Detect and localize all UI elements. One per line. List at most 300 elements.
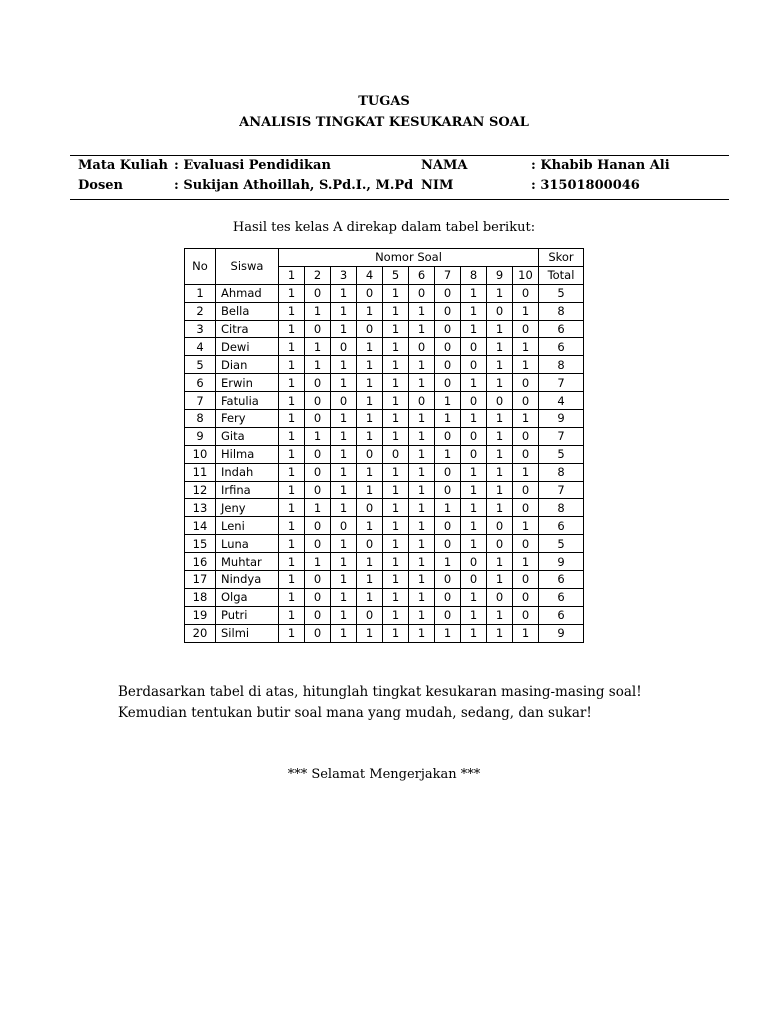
table-row	[185, 499, 584, 517]
total-score: 5	[539, 445, 584, 463]
row-number: 19	[185, 606, 216, 624]
table-row	[185, 356, 584, 374]
answer-cell: 1	[383, 302, 409, 320]
answer-cell: 1	[331, 445, 357, 463]
answer-cell: 1	[383, 606, 409, 624]
student-name: Muhtar	[216, 553, 279, 571]
answer-cell: 0	[513, 445, 539, 463]
nama-label: NAMA	[421, 158, 468, 173]
row-number: 8	[185, 410, 216, 428]
nama-value: : Khabib Hanan Ali	[531, 158, 670, 173]
header-total: Total	[539, 266, 584, 284]
answer-cell: 0	[487, 588, 513, 606]
answer-cell: 1	[461, 499, 487, 517]
row-number: 10	[185, 445, 216, 463]
row-number: 16	[185, 553, 216, 571]
table-row	[185, 410, 584, 428]
answer-cell: 1	[461, 463, 487, 481]
question-number-header: 9	[487, 266, 513, 284]
answer-cell: 1	[409, 499, 435, 517]
answer-cell: 1	[409, 320, 435, 338]
answer-cell: 1	[357, 302, 383, 320]
answer-cell: 0	[513, 499, 539, 517]
answer-cell: 0	[357, 499, 383, 517]
answer-cell: 1	[487, 624, 513, 642]
answer-cell: 1	[461, 624, 487, 642]
answer-cell: 1	[409, 445, 435, 463]
answer-cell: 1	[279, 463, 305, 481]
answer-cell: 1	[383, 374, 409, 392]
table-row	[185, 606, 584, 624]
answer-cell: 1	[331, 427, 357, 445]
answer-cell: 1	[487, 463, 513, 481]
answer-cell: 1	[357, 553, 383, 571]
question-number-header: 1	[279, 266, 305, 284]
table-row	[185, 320, 584, 338]
answer-cell: 1	[409, 356, 435, 374]
row-number: 11	[185, 463, 216, 481]
answer-cell: 1	[383, 338, 409, 356]
answer-cell: 0	[461, 356, 487, 374]
answer-cell: 1	[305, 427, 331, 445]
table-row	[185, 553, 584, 571]
table-row	[185, 284, 584, 302]
answer-cell: 1	[331, 588, 357, 606]
answer-cell: 1	[331, 410, 357, 428]
student-name: Fatulia	[216, 392, 279, 410]
answer-cell: 1	[409, 624, 435, 642]
answer-cell: 0	[305, 535, 331, 553]
answer-cell: 1	[513, 463, 539, 481]
answer-cell: 1	[409, 535, 435, 553]
answer-cell: 0	[461, 338, 487, 356]
answer-cell: 1	[305, 499, 331, 517]
answer-cell: 1	[461, 320, 487, 338]
answer-cell: 1	[357, 338, 383, 356]
answer-cell: 0	[461, 571, 487, 589]
total-score: 5	[539, 284, 584, 302]
answer-cell: 1	[487, 427, 513, 445]
total-score: 5	[539, 535, 584, 553]
answer-cell: 0	[487, 392, 513, 410]
answer-cell: 1	[305, 356, 331, 374]
answer-cell: 1	[305, 338, 331, 356]
answer-cell: 1	[357, 624, 383, 642]
answer-cell: 1	[279, 374, 305, 392]
answer-cell: 1	[461, 588, 487, 606]
question-number-header: 8	[461, 266, 487, 284]
table-header-row	[185, 249, 584, 267]
answer-cell: 1	[409, 517, 435, 535]
answer-cell: 1	[409, 606, 435, 624]
answer-cell: 1	[435, 499, 461, 517]
answer-cell: 1	[513, 302, 539, 320]
answer-cell: 1	[435, 445, 461, 463]
total-score: 9	[539, 553, 584, 571]
answer-cell: 1	[279, 606, 305, 624]
document-subtitle: ANALISIS TINGKAT KESUKARAN SOAL	[239, 115, 529, 130]
row-number: 13	[185, 499, 216, 517]
answer-cell: 1	[279, 284, 305, 302]
table-row	[185, 481, 584, 499]
answer-cell: 1	[461, 535, 487, 553]
instruction-paragraph: Berdasarkan tabel di atas, hitunglah tingkat kesukaran masing-masing soal! Kemudian tentukan butir soal mana yang mudah, sedang, dan sukar!	[118, 684, 642, 721]
answer-cell: 1	[513, 517, 539, 535]
row-number: 15	[185, 535, 216, 553]
answer-cell: 1	[383, 553, 409, 571]
row-number: 18	[185, 588, 216, 606]
answer-cell: 0	[305, 624, 331, 642]
total-score: 7	[539, 374, 584, 392]
answer-cell: 0	[409, 392, 435, 410]
answer-cell: 0	[357, 606, 383, 624]
answer-cell: 1	[331, 624, 357, 642]
answer-cell: 1	[409, 410, 435, 428]
student-name: Gita	[216, 427, 279, 445]
answer-cell: 1	[279, 445, 305, 463]
total-score: 8	[539, 499, 584, 517]
answer-cell: 1	[279, 392, 305, 410]
answer-cell: 0	[305, 410, 331, 428]
total-score: 9	[539, 410, 584, 428]
row-number: 5	[185, 356, 216, 374]
answer-cell: 1	[357, 392, 383, 410]
row-number: 12	[185, 481, 216, 499]
question-number-header: 6	[409, 266, 435, 284]
student-name: Irfina	[216, 481, 279, 499]
table-row	[185, 463, 584, 481]
answer-cell: 1	[409, 374, 435, 392]
row-number: 3	[185, 320, 216, 338]
row-number: 4	[185, 338, 216, 356]
answer-cell: 0	[435, 427, 461, 445]
answer-cell: 1	[383, 481, 409, 499]
table-row	[185, 535, 584, 553]
answer-cell: 0	[487, 302, 513, 320]
answer-cell: 0	[331, 338, 357, 356]
answer-cell: 1	[331, 606, 357, 624]
answer-cell: 1	[331, 481, 357, 499]
answer-cell: 1	[383, 392, 409, 410]
answer-cell: 1	[383, 463, 409, 481]
student-name: Indah	[216, 463, 279, 481]
question-number-header: 4	[357, 266, 383, 284]
student-name: Hilma	[216, 445, 279, 463]
answer-cell: 1	[279, 356, 305, 374]
answer-cell: 0	[409, 284, 435, 302]
answer-cell: 0	[435, 517, 461, 535]
total-score: 4	[539, 392, 584, 410]
total-score: 6	[539, 606, 584, 624]
answer-cell: 1	[487, 481, 513, 499]
answer-cell: 0	[435, 588, 461, 606]
student-name: Bella	[216, 302, 279, 320]
answer-cell: 1	[383, 517, 409, 535]
answer-cell: 1	[305, 553, 331, 571]
answer-cell: 1	[357, 588, 383, 606]
answer-cell: 0	[513, 571, 539, 589]
answer-cell: 1	[409, 553, 435, 571]
student-name: Jeny	[216, 499, 279, 517]
answer-cell: 1	[357, 517, 383, 535]
answer-cell: 1	[513, 338, 539, 356]
answer-cell: 0	[435, 571, 461, 589]
student-name: Leni	[216, 517, 279, 535]
answer-cell: 1	[461, 374, 487, 392]
answer-cell: 0	[461, 392, 487, 410]
answer-cell: 0	[305, 392, 331, 410]
answer-cell: 1	[461, 410, 487, 428]
info-top-rule	[70, 155, 729, 156]
answer-cell: 1	[279, 624, 305, 642]
answer-cell: 0	[331, 392, 357, 410]
answer-cell: 1	[487, 374, 513, 392]
answer-cell: 1	[279, 571, 305, 589]
answer-cell: 0	[305, 571, 331, 589]
answer-cell: 1	[513, 356, 539, 374]
answer-cell: 0	[331, 517, 357, 535]
answer-cell: 1	[487, 338, 513, 356]
table-row	[185, 392, 584, 410]
header-nomor-soal: Nomor Soal	[279, 249, 539, 267]
total-score: 6	[539, 320, 584, 338]
info-bottom-rule	[70, 199, 729, 200]
header-skor: Skor	[539, 249, 584, 267]
answer-cell: 0	[513, 374, 539, 392]
answer-cell: 1	[383, 427, 409, 445]
total-score: 8	[539, 302, 584, 320]
answer-cell: 1	[487, 571, 513, 589]
row-number: 1	[185, 284, 216, 302]
answer-cell: 0	[461, 427, 487, 445]
total-score: 9	[539, 624, 584, 642]
answer-cell: 0	[305, 284, 331, 302]
total-score: 6	[539, 571, 584, 589]
answer-cell: 1	[357, 356, 383, 374]
answer-cell: 0	[383, 445, 409, 463]
total-score: 8	[539, 356, 584, 374]
answer-cell: 0	[435, 284, 461, 302]
answer-cell: 0	[435, 535, 461, 553]
total-score: 7	[539, 481, 584, 499]
answer-cell: 0	[435, 606, 461, 624]
answer-cell: 1	[409, 571, 435, 589]
answer-cell: 0	[435, 338, 461, 356]
answer-cell: 1	[279, 553, 305, 571]
mata-kuliah-label: Mata Kuliah	[78, 158, 168, 173]
answer-cell: 1	[357, 571, 383, 589]
question-number-header: 3	[331, 266, 357, 284]
answer-cell: 0	[435, 356, 461, 374]
answer-cell: 0	[435, 302, 461, 320]
answer-cell: 1	[487, 606, 513, 624]
row-number: 7	[185, 392, 216, 410]
answer-cell: 0	[357, 284, 383, 302]
answer-cell: 1	[279, 535, 305, 553]
question-number-header: 5	[383, 266, 409, 284]
answer-cell: 1	[435, 392, 461, 410]
header-no: No	[185, 249, 216, 285]
answer-cell: 1	[487, 284, 513, 302]
nim-label: NIM	[421, 178, 454, 193]
answer-cell: 1	[279, 499, 305, 517]
student-name: Fery	[216, 410, 279, 428]
answer-cell: 1	[409, 427, 435, 445]
student-name: Putri	[216, 606, 279, 624]
header-siswa: Siswa	[216, 249, 279, 285]
answer-cell: 1	[357, 463, 383, 481]
answer-cell: 1	[357, 427, 383, 445]
answer-cell: 1	[409, 588, 435, 606]
table-row	[185, 427, 584, 445]
answer-cell: 1	[331, 499, 357, 517]
answer-cell: 0	[435, 374, 461, 392]
answer-cell: 1	[487, 499, 513, 517]
answer-cell: 1	[409, 463, 435, 481]
answer-cell: 0	[305, 374, 331, 392]
answer-cell: 0	[487, 517, 513, 535]
answer-cell: 1	[435, 553, 461, 571]
question-number-header: 7	[435, 266, 461, 284]
student-name: Dewi	[216, 338, 279, 356]
score-table	[184, 248, 584, 643]
answer-cell: 1	[435, 410, 461, 428]
answer-cell: 1	[383, 284, 409, 302]
student-name: Dian	[216, 356, 279, 374]
answer-cell: 1	[279, 302, 305, 320]
row-number: 6	[185, 374, 216, 392]
table-row	[185, 517, 584, 535]
answer-cell: 0	[305, 481, 331, 499]
answer-cell: 1	[279, 517, 305, 535]
table-row	[185, 588, 584, 606]
answer-cell: 0	[357, 535, 383, 553]
answer-cell: 0	[305, 445, 331, 463]
answer-cell: 1	[383, 356, 409, 374]
answer-cell: 0	[513, 606, 539, 624]
answer-cell: 1	[331, 553, 357, 571]
total-score: 6	[539, 338, 584, 356]
total-score: 6	[539, 588, 584, 606]
table-row	[185, 445, 584, 463]
table-intro: Hasil tes kelas A direkap dalam tabel berikut:	[232, 220, 536, 235]
total-score: 7	[539, 427, 584, 445]
table-row	[185, 302, 584, 320]
answer-cell: 0	[513, 427, 539, 445]
answer-cell: 1	[461, 481, 487, 499]
answer-cell: 1	[331, 320, 357, 338]
answer-cell: 1	[331, 356, 357, 374]
answer-cell: 1	[279, 427, 305, 445]
answer-cell: 1	[409, 481, 435, 499]
row-number: 14	[185, 517, 216, 535]
answer-cell: 1	[461, 302, 487, 320]
answer-cell: 0	[513, 320, 539, 338]
table-row	[185, 571, 584, 589]
total-score: 6	[539, 517, 584, 535]
nim-value: : 31501800046	[531, 178, 640, 193]
answer-cell: 1	[461, 517, 487, 535]
table-row	[185, 374, 584, 392]
answer-cell: 1	[487, 356, 513, 374]
row-number: 9	[185, 427, 216, 445]
answer-cell: 0	[305, 320, 331, 338]
row-number: 17	[185, 571, 216, 589]
question-number-header: 10	[513, 266, 539, 284]
question-number-header: 2	[305, 266, 331, 284]
answer-cell: 1	[487, 320, 513, 338]
answer-cell: 0	[305, 588, 331, 606]
answer-cell: 0	[357, 320, 383, 338]
answer-cell: 1	[383, 571, 409, 589]
answer-cell: 0	[513, 284, 539, 302]
answer-cell: 1	[357, 410, 383, 428]
answer-cell: 1	[513, 410, 539, 428]
dosen-label: Dosen	[78, 178, 123, 193]
table-row	[185, 624, 584, 642]
student-name: Silmi	[216, 624, 279, 642]
answer-cell: 1	[279, 481, 305, 499]
answer-cell: 1	[357, 374, 383, 392]
answer-cell: 0	[435, 481, 461, 499]
answer-cell: 1	[513, 624, 539, 642]
answer-cell: 0	[487, 535, 513, 553]
answer-cell: 1	[331, 374, 357, 392]
answer-cell: 1	[409, 302, 435, 320]
answer-cell: 0	[513, 588, 539, 606]
answer-cell: 1	[435, 624, 461, 642]
answer-cell: 0	[461, 445, 487, 463]
table-row	[185, 338, 584, 356]
answer-cell: 1	[383, 624, 409, 642]
answer-cell: 1	[279, 338, 305, 356]
answer-cell: 1	[279, 588, 305, 606]
answer-cell: 1	[487, 410, 513, 428]
answer-cell: 1	[331, 302, 357, 320]
total-score: 8	[539, 463, 584, 481]
answer-cell: 1	[383, 410, 409, 428]
student-name: Ahmad	[216, 284, 279, 302]
answer-cell: 0	[305, 517, 331, 535]
answer-cell: 1	[487, 553, 513, 571]
answer-cell: 0	[513, 392, 539, 410]
answer-cell: 0	[435, 463, 461, 481]
document-title: TUGAS	[358, 94, 410, 109]
answer-cell: 1	[331, 463, 357, 481]
answer-cell: 1	[461, 284, 487, 302]
answer-cell: 0	[357, 445, 383, 463]
answer-cell: 1	[331, 284, 357, 302]
row-number: 2	[185, 302, 216, 320]
student-name: Erwin	[216, 374, 279, 392]
answer-cell: 1	[461, 606, 487, 624]
answer-cell: 1	[383, 535, 409, 553]
answer-cell: 0	[305, 606, 331, 624]
answer-cell: 0	[435, 320, 461, 338]
answer-cell: 1	[305, 302, 331, 320]
closing-text: *** Selamat Mengerjakan ***	[287, 767, 481, 782]
answer-cell: 1	[279, 410, 305, 428]
answer-cell: 1	[383, 320, 409, 338]
answer-cell: 1	[279, 320, 305, 338]
student-name: Nindya	[216, 571, 279, 589]
student-name: Citra	[216, 320, 279, 338]
student-name: Olga	[216, 588, 279, 606]
answer-cell: 1	[331, 571, 357, 589]
answer-cell: 1	[357, 481, 383, 499]
answer-cell: 0	[513, 481, 539, 499]
answer-cell: 1	[513, 553, 539, 571]
